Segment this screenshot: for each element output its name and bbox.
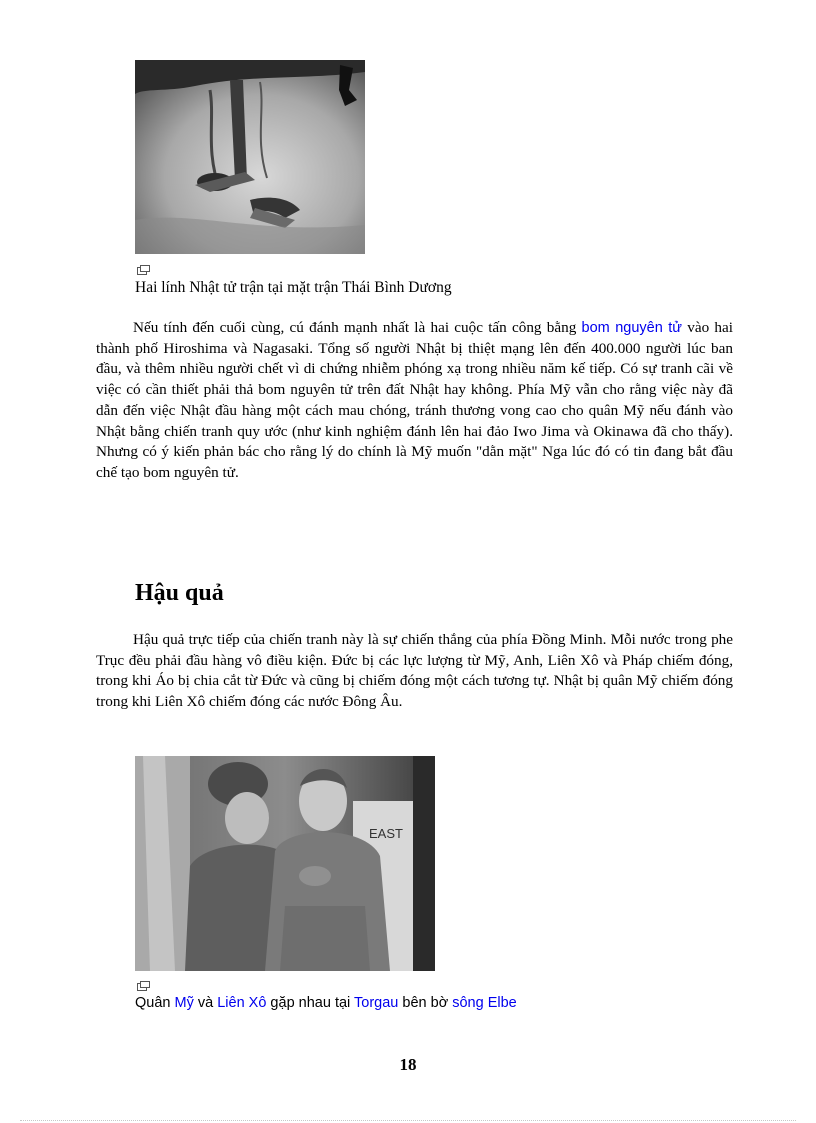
caption-text: bên bờ — [398, 995, 453, 1011]
link-atomic-bomb[interactable]: bom nguyên tử — [581, 320, 683, 336]
photo-soldiers-meeting — [135, 756, 435, 971]
caption-text: gặp nhau tại — [266, 995, 355, 1011]
section-heading: Hậu quả — [135, 580, 224, 606]
link-elbe-river[interactable]: sông Elbe — [452, 995, 517, 1011]
image-caption-icon — [137, 981, 150, 991]
link-soviet-union[interactable]: Liên Xô — [217, 995, 267, 1011]
paragraph-consequences: Hậu quả trực tiếp của chiến tranh này là sự chiến thắng của phía Đồng Minh. Mỗi nước trong phe Trục đều phải đầu hàng vô điều kiện. Đức bị các lực lượng từ Mỹ, Anh, Liên Xô và Pháp chiếm đóng, trong khi Áo bị chia cắt từ Đức và cũng bị chiếm đóng một cách tương tự. Nhật bị quân Mỹ chiếm đóng trong khi Liên Xô chiếm đóng các nước Đông Âu. — [96, 631, 733, 711]
sign-text: EAST — [369, 826, 403, 841]
page-number: 18 — [399, 1055, 417, 1074]
paragraph-text: Nếu tính đến cuối cùng, cú đánh mạnh nhất là hai cuộc tấn công bằng — [133, 319, 582, 336]
paragraph-atomic-bombing — [96, 318, 733, 484]
link-torgau[interactable]: Torgau — [354, 995, 399, 1011]
figure-caption-1: Hai lính Nhật tử trận tại mặt trận Thái Bình Dương — [135, 279, 452, 296]
caption-text: và — [193, 995, 218, 1011]
paragraph-text: vào hai thành phố Hiroshima và Nagasaki. Tổng số người Nhật bị thiệt mạng lên đến 400.000 người lúc ban đầu, và thêm nhiều người chết vì di chứng nhiễm phóng xạ trong nhiều năm kế tiếp. Có sự tranh cãi về việc có cần thiết phải thả bom nguyên tử trên đất Nhật hay không. Phía Mỹ vẫn cho rằng việc này đã dẫn đến việc Nhật đầu hàng một cách mau chóng, tránh thương vong cao cho quân Mỹ nếu đánh vào Nhật bằng chiến tranh quy ước (như kinh nghiệm đánh lên hai đảo Iwo Jima và Okinawa đã cho thấy). Nhưng có ý kiến phản bác cho rằng lý do chính là Mỹ muốn "dằn mặt" Nga lúc đó có tin đang bắt đầu chế tạo bom nguyên tử. — [96, 319, 733, 481]
link-usa[interactable]: Mỹ — [174, 995, 194, 1011]
image-caption-icon — [137, 265, 150, 275]
page-bottom-border — [20, 1120, 796, 1121]
photo-fallen-soldiers — [135, 60, 365, 254]
figure-caption-2 — [135, 993, 517, 1013]
caption-text: Quân — [135, 995, 175, 1011]
